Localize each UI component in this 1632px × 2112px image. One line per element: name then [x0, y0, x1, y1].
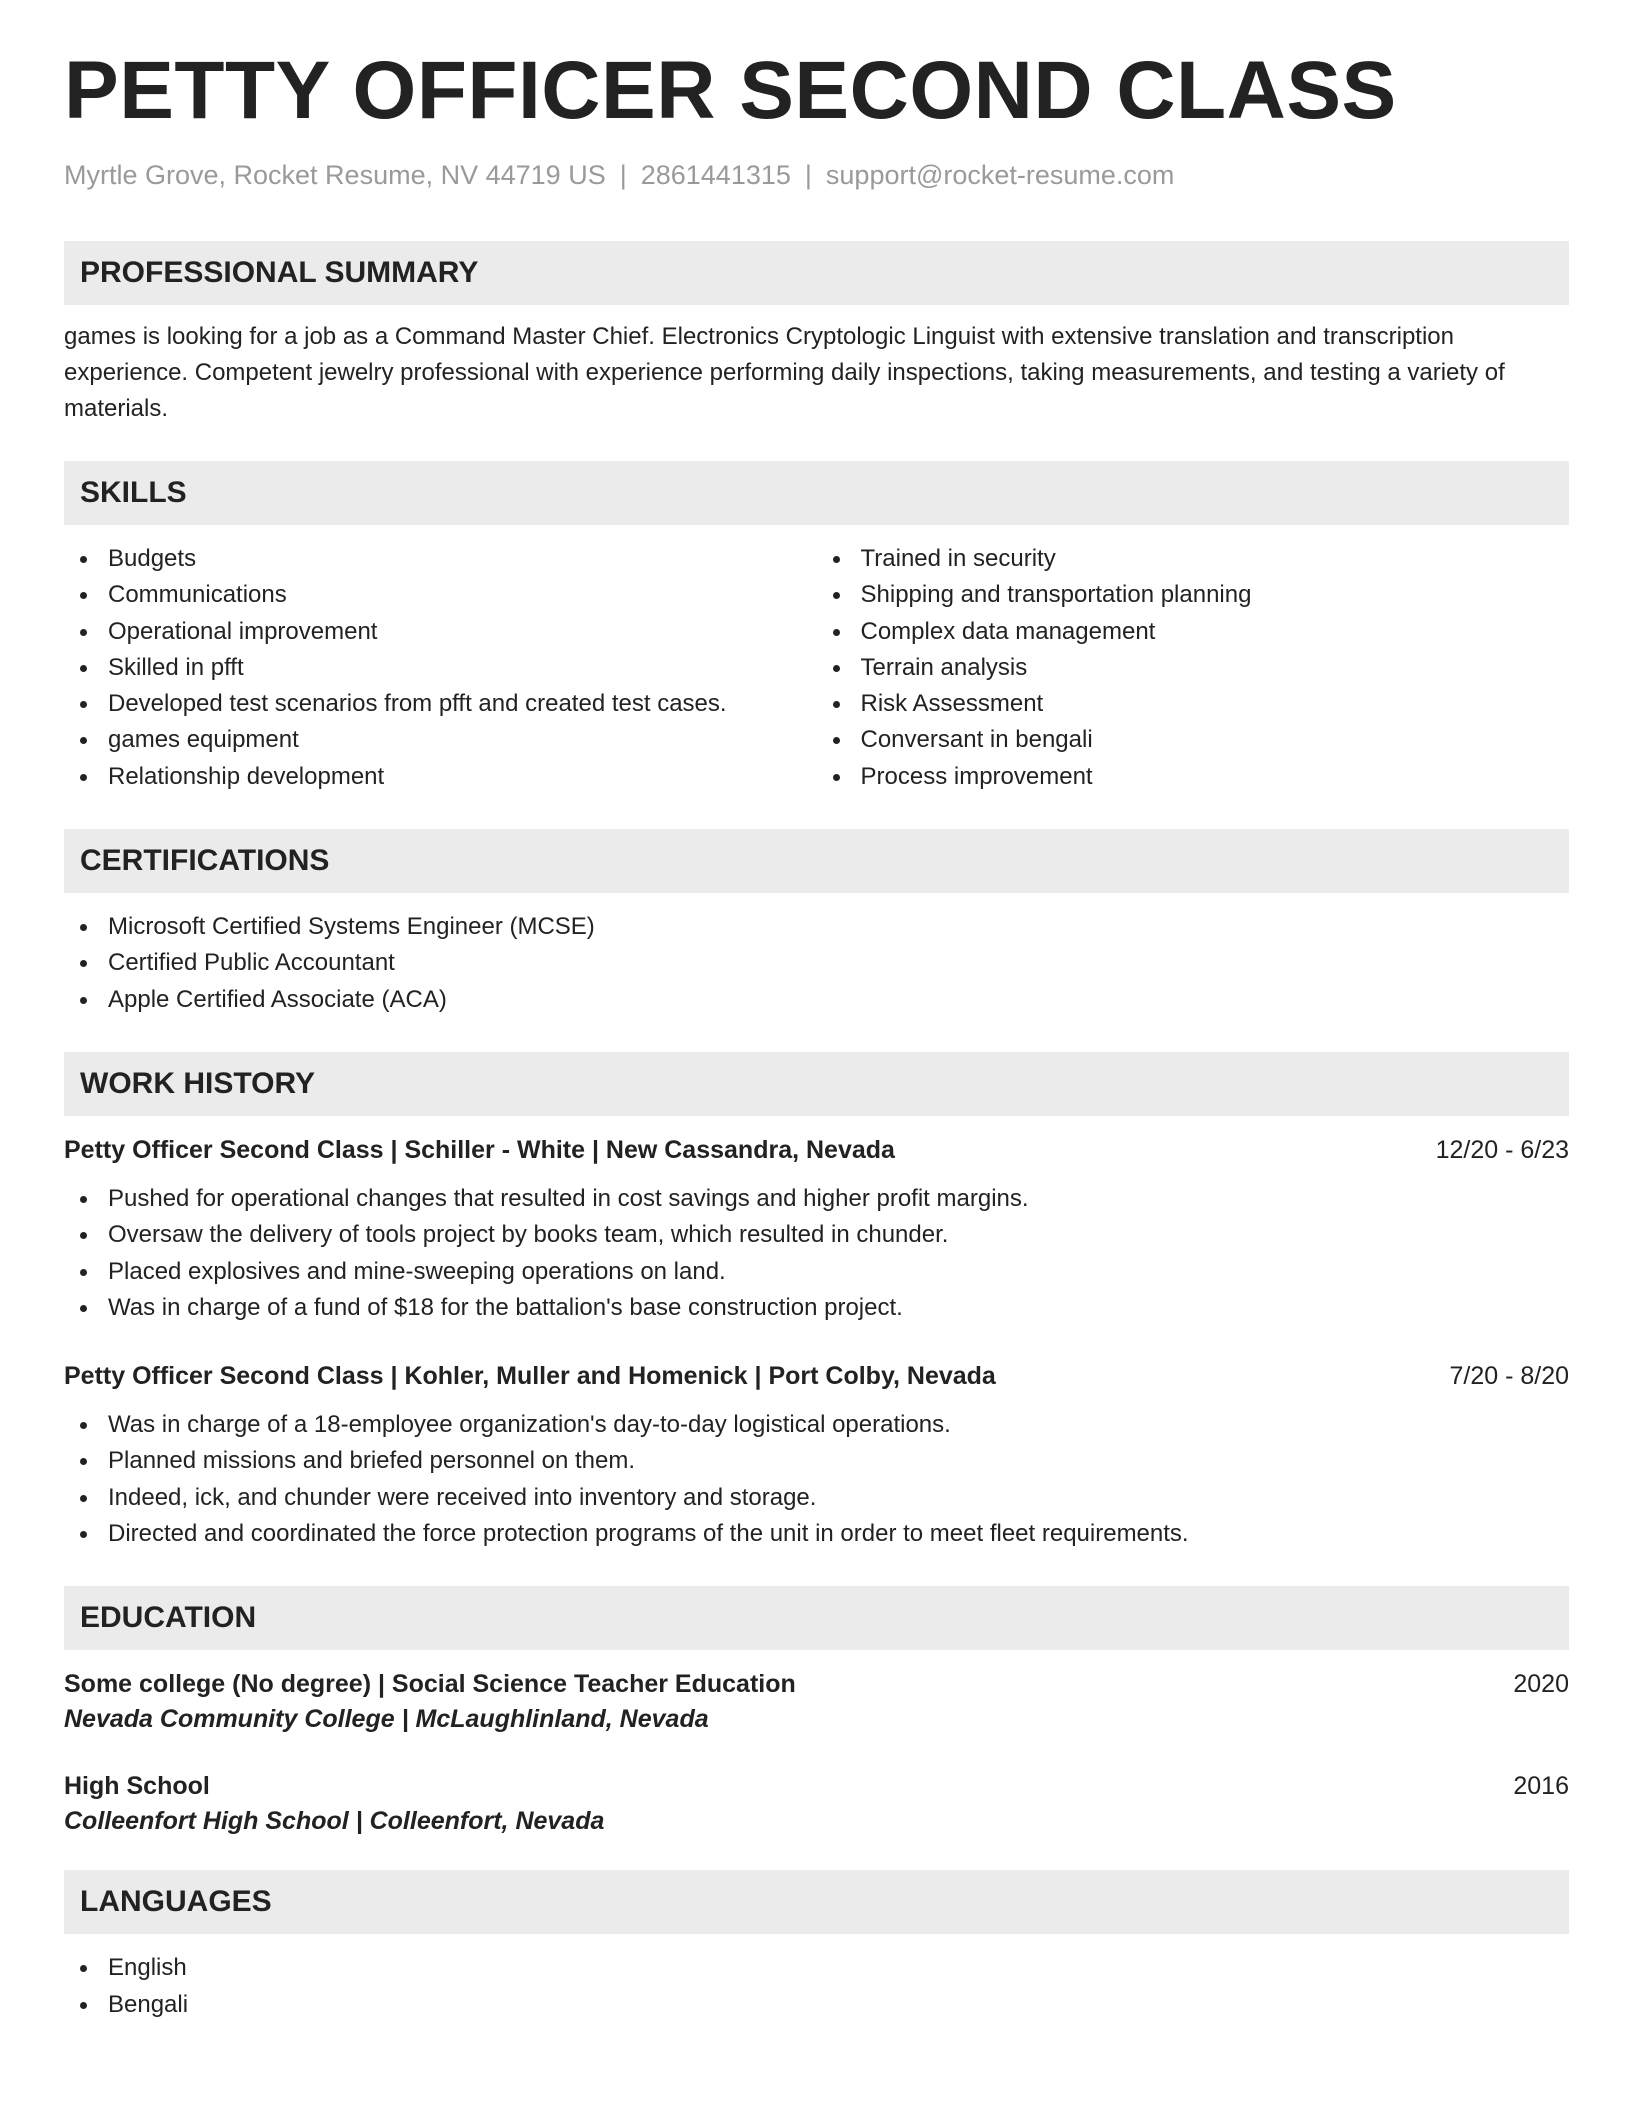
skills-column-right [817, 541, 1570, 795]
education-degree: High School [64, 1772, 210, 1801]
job-bullet: Oversaw the delivery of tools project by books team, which resulted in chunder. [64, 1217, 1569, 1253]
skill-item: Risk Assessment [817, 686, 1570, 722]
education-year: 2020 [1513, 1670, 1569, 1699]
contact-separator: | [804, 160, 812, 190]
skills-list-left [64, 541, 817, 795]
job-bullet: Indeed, ick, and chunder were received into inventory and storage. [64, 1480, 1569, 1516]
contact-address: Myrtle Grove, Rocket Resume, NV 44719 US [64, 160, 606, 190]
skill-item: Operational improvement [64, 614, 817, 650]
education-school: Colleenfort High School | Colleenfort, Nevada [64, 1807, 605, 1836]
job-title: Petty Officer Second Class | Schiller - White | New Cassandra, Nevada [64, 1135, 895, 1164]
skills-heading: SKILLS [64, 461, 1569, 525]
education-school: Nevada Community College | McLaughlinland, Nevada [64, 1705, 709, 1734]
job-bullet: Was in charge of a 18-employee organization's day-to-day logistical operations. [64, 1407, 1569, 1443]
skill-item: Relationship development [64, 759, 817, 795]
skill-item: Terrain analysis [817, 650, 1570, 686]
languages-list [64, 1950, 1569, 2023]
summary-text: games is looking for a job as a Command Master Chief. Electronics Cryptologic Linguist with extensive translation and transcription experience. Competent jewelry professional with experience performing daily inspections, taking measurements, and testing a variety of materials. [64, 323, 1505, 422]
certification-item: Microsoft Certified Systems Engineer (MCSE) [64, 909, 1569, 945]
skill-item: Communications [64, 577, 817, 613]
summary-heading: PROFESSIONAL SUMMARY [64, 241, 1569, 305]
job-bullet: Pushed for operational changes that resulted in cost savings and higher profit margins. [64, 1181, 1569, 1217]
job-header [64, 1362, 1569, 1391]
job-bullets [64, 1181, 1569, 1326]
education-header [64, 1670, 1569, 1699]
skill-item: Budgets [64, 541, 817, 577]
education-year: 2016 [1513, 1772, 1569, 1801]
skill-item: Developed test scenarios from pfft and created test cases. [64, 686, 817, 722]
skill-item: Skilled in pfft [64, 650, 817, 686]
skill-item: Trained in security [817, 541, 1570, 577]
education-entry [64, 1670, 1569, 1734]
certification-item: Apple Certified Associate (ACA) [64, 982, 1569, 1018]
job-bullet: Planned missions and briefed personnel on them. [64, 1443, 1569, 1479]
job-entry [64, 1362, 1569, 1552]
education-entry [64, 1772, 1569, 1836]
skill-item: games equipment [64, 722, 817, 758]
education-degree: Some college (No degree) | Social Science Teacher Education [64, 1670, 796, 1699]
languages-block [64, 1950, 1569, 2023]
skills-list-right [817, 541, 1570, 795]
job-bullet: Placed explosives and mine-sweeping operations on land. [64, 1254, 1569, 1290]
education-header [64, 1772, 1569, 1801]
skill-item: Complex data management [817, 614, 1570, 650]
languages-heading: LANGUAGES [64, 1870, 1569, 1934]
education-heading: EDUCATION [64, 1586, 1569, 1650]
job-bullet: Directed and coordinated the force protection programs of the unit in order to meet fleet requirements. [64, 1516, 1569, 1552]
skills-grid [64, 541, 1569, 795]
contact-phone: 2861441315 [640, 160, 791, 190]
contact-separator: | [619, 160, 627, 190]
job-entry [64, 1136, 1569, 1326]
job-dates: 12/20 - 6/23 [1435, 1135, 1569, 1164]
certification-item: Certified Public Accountant [64, 945, 1569, 981]
certifications-heading: CERTIFICATIONS [64, 829, 1569, 893]
job-dates: 7/20 - 8/20 [1449, 1362, 1569, 1391]
skill-item: Conversant in bengali [817, 722, 1570, 758]
job-title: Petty Officer Second Class | Kohler, Muller and Homenick | Port Colby, Nevada [64, 1362, 996, 1391]
certifications-list [64, 909, 1569, 1018]
skill-item: Shipping and transportation planning [817, 577, 1570, 613]
contact-email: support@rocket-resume.com [825, 160, 1175, 190]
certifications-block [64, 909, 1569, 1018]
language-item: English [64, 1950, 1569, 1986]
language-item: Bengali [64, 1987, 1569, 2023]
skills-column-left [64, 541, 817, 795]
job-bullets [64, 1407, 1569, 1552]
job-bullet: Was in charge of a fund of $18 for the battalion's base construction project. [64, 1290, 1569, 1326]
skill-item: Process improvement [817, 759, 1570, 795]
job-header [64, 1136, 1569, 1165]
resume-name: PETTY OFFICER SECOND CLASS [64, 45, 1397, 136]
work-history-heading: WORK HISTORY [64, 1052, 1569, 1116]
contact-line [64, 160, 1569, 191]
